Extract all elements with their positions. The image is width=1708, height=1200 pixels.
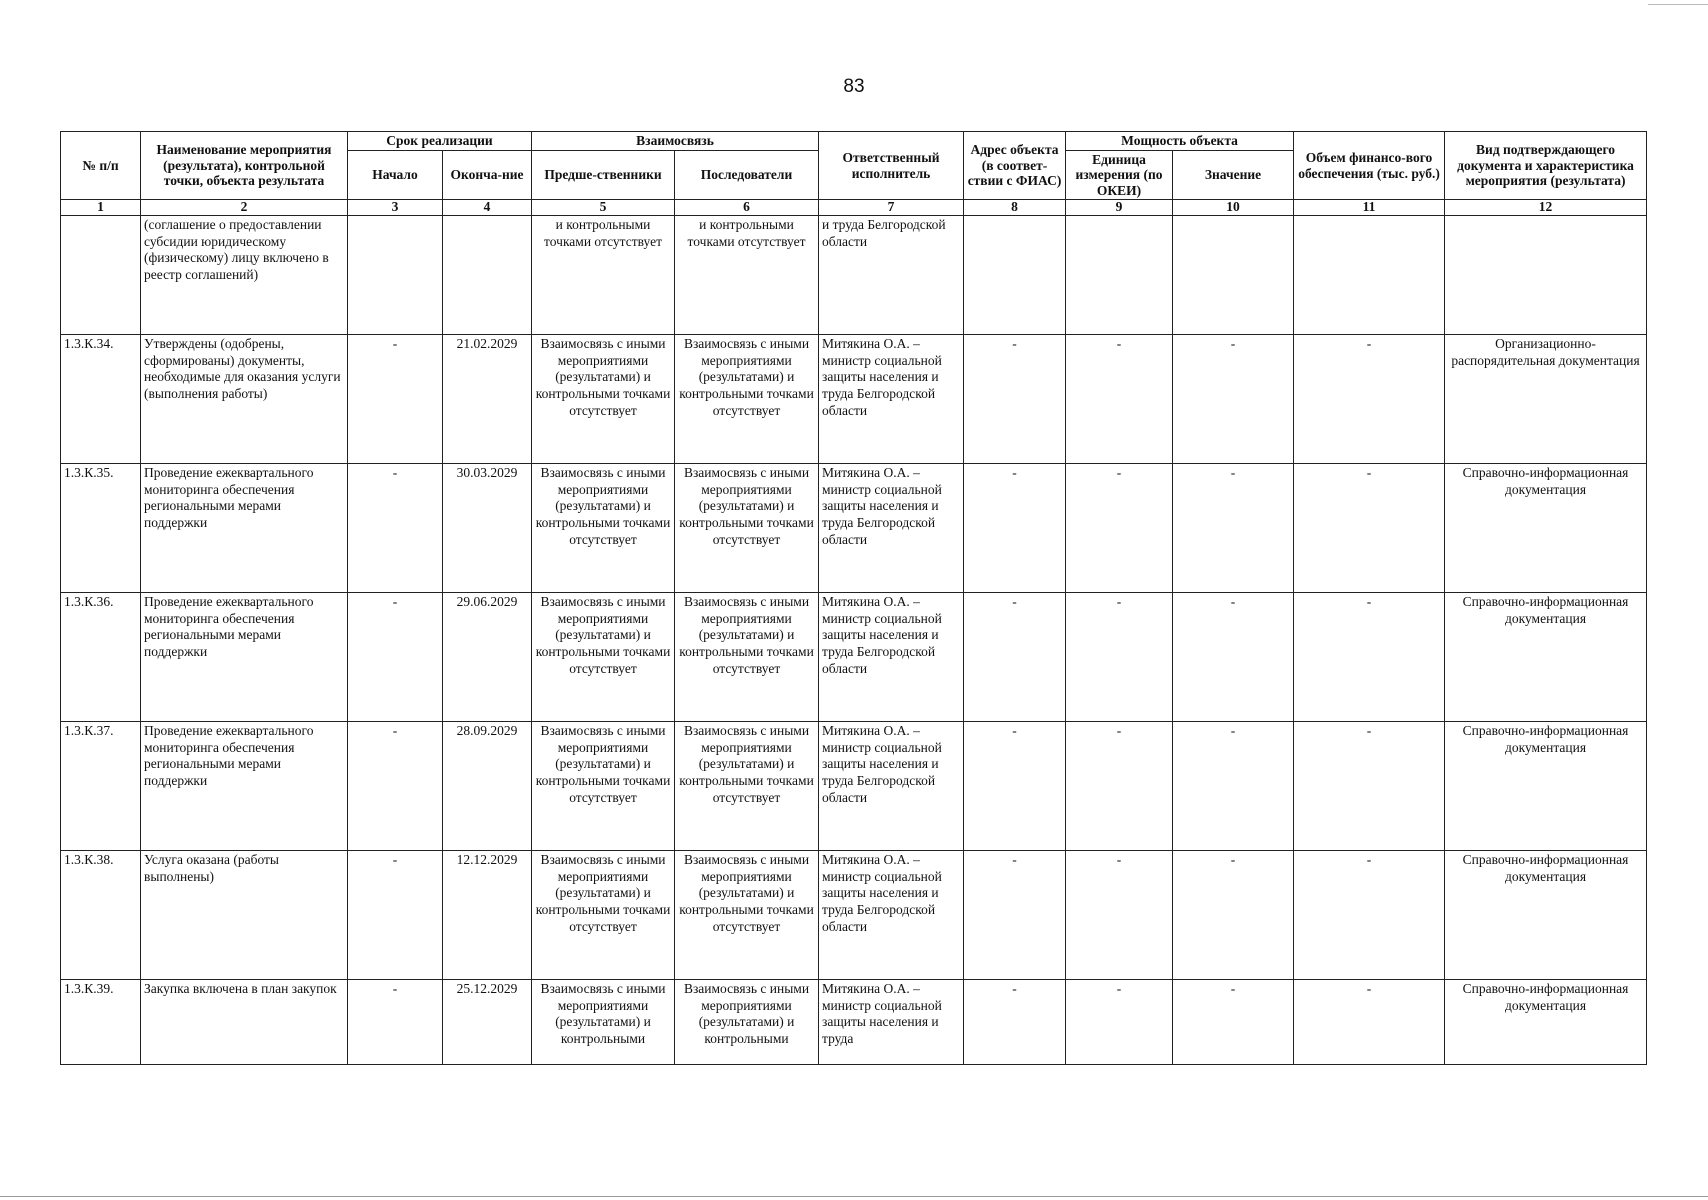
cell-end: 21.02.2029	[443, 334, 532, 463]
cell-document: Справочно-информационная документация	[1445, 463, 1647, 592]
header-document: Вид подтверждающего документа и характеристика мероприятия (результата)	[1445, 132, 1647, 200]
cell-end: 28.09.2029	[443, 721, 532, 850]
column-number: 8	[964, 200, 1066, 216]
column-number: 3	[348, 200, 443, 216]
cell-responsible: Митякина О.А. – министр социальной защиты населения и труда Белгородской области	[819, 463, 964, 592]
table-row	[61, 721, 1647, 850]
cell-predecessors: Взаимосвязь с иными мероприятиями (результатами) и контрольными точками отсутствует	[532, 334, 675, 463]
cell-unit	[1066, 215, 1173, 334]
table-row	[61, 463, 1647, 592]
cell-financing: -	[1294, 463, 1445, 592]
cell-predecessors: Взаимосвязь с иными мероприятиями (результатами) и контрольными точками отсутствует	[532, 592, 675, 721]
cell-document: Справочно-информационная документация	[1445, 592, 1647, 721]
cell-financing: -	[1294, 334, 1445, 463]
table-row	[61, 215, 1647, 334]
cell-end	[443, 215, 532, 334]
cell-number: 1.3.К.35.	[61, 463, 141, 592]
cell-successors: Взаимосвязь с иными мероприятиями (результатами) и контрольными точками отсутствует	[675, 721, 819, 850]
cell-financing: -	[1294, 721, 1445, 850]
column-number: 4	[443, 200, 532, 216]
cell-name: Проведение ежеквартального мониторинга обеспечения региональными мерами поддержки	[141, 592, 348, 721]
header-power-group: Мощность объекта	[1066, 132, 1294, 151]
cell-unit: -	[1066, 721, 1173, 850]
cell-financing	[1294, 215, 1445, 334]
cell-address	[964, 215, 1066, 334]
column-number: 1	[61, 200, 141, 216]
header-value: Значение	[1173, 150, 1294, 200]
header-name: Наименование мероприятия (результата), контрольной точки, объекта результата	[141, 132, 348, 200]
column-number: 2	[141, 200, 348, 216]
cell-address: -	[964, 721, 1066, 850]
header-end: Оконча-ние	[443, 150, 532, 200]
cell-successors: Взаимосвязь с иными мероприятиями (результатами) и контрольными точками отсутствует	[675, 463, 819, 592]
cell-unit: -	[1066, 463, 1173, 592]
cell-start: -	[348, 334, 443, 463]
cell-document: Справочно-информационная документация	[1445, 979, 1647, 1064]
cell-financing: -	[1294, 850, 1445, 979]
cell-responsible: Митякина О.А. – министр социальной защиты населения и труда	[819, 979, 964, 1064]
column-number: 5	[532, 200, 675, 216]
header-successors: Последователи	[675, 150, 819, 200]
cell-end: 29.06.2029	[443, 592, 532, 721]
cell-unit: -	[1066, 334, 1173, 463]
header-financing: Объем финансо-вого обеспечения (тыс. руб.)	[1294, 132, 1445, 200]
cell-start: -	[348, 592, 443, 721]
cell-successors: Взаимосвязь с иными мероприятиями (результатами) и контрольными точками отсутствует	[675, 334, 819, 463]
cell-end: 12.12.2029	[443, 850, 532, 979]
cell-address: -	[964, 592, 1066, 721]
cell-start: -	[348, 721, 443, 850]
cell-name: Проведение ежеквартального мониторинга обеспечения региональными мерами поддержки	[141, 721, 348, 850]
cell-value: -	[1173, 979, 1294, 1064]
cell-unit: -	[1066, 592, 1173, 721]
cell-predecessors: и контрольными точками отсутствует	[532, 215, 675, 334]
cell-unit: -	[1066, 979, 1173, 1064]
cell-unit: -	[1066, 850, 1173, 979]
cell-successors: Взаимосвязь с иными мероприятиями (результатами) и контрольными точками отсутствует	[675, 592, 819, 721]
header-predecessors: Предше-ственники	[532, 150, 675, 200]
cell-end: 30.03.2029	[443, 463, 532, 592]
column-number: 9	[1066, 200, 1173, 216]
cell-responsible: Митякина О.А. – министр социальной защиты населения и труда Белгородской области	[819, 592, 964, 721]
cell-successors: Взаимосвязь с иными мероприятиями (результатами) и контрольными	[675, 979, 819, 1064]
table-row	[61, 334, 1647, 463]
cell-start: -	[348, 850, 443, 979]
column-numbers-row	[61, 200, 1647, 216]
cell-predecessors: Взаимосвязь с иными мероприятиями (результатами) и контрольными точками отсутствует	[532, 721, 675, 850]
cell-number: 1.3.К.36.	[61, 592, 141, 721]
cell-predecessors: Взаимосвязь с иными мероприятиями (результатами) и контрольными точками отсутствует	[532, 463, 675, 592]
cell-number	[61, 215, 141, 334]
cell-name: Услуга оказана (работы выполнены)	[141, 850, 348, 979]
cell-document: Организационно-распорядительная документация	[1445, 334, 1647, 463]
column-number: 7	[819, 200, 964, 216]
header-unit: Единица измерения (по ОКЕИ)	[1066, 150, 1173, 200]
column-number: 12	[1445, 200, 1647, 216]
cell-value: -	[1173, 334, 1294, 463]
cell-start: -	[348, 979, 443, 1064]
cell-responsible: и труда Белгородской области	[819, 215, 964, 334]
cell-value: -	[1173, 721, 1294, 850]
table-row	[61, 850, 1647, 979]
cell-successors: Взаимосвязь с иными мероприятиями (результатами) и контрольными точками отсутствует	[675, 850, 819, 979]
cell-number: 1.3.К.39.	[61, 979, 141, 1064]
table-body	[61, 215, 1647, 1064]
cell-start: -	[348, 463, 443, 592]
cell-number: 1.3.К.38.	[61, 850, 141, 979]
cell-responsible: Митякина О.А. – министр социальной защиты населения и труда Белгородской области	[819, 721, 964, 850]
cell-predecessors: Взаимосвязь с иными мероприятиями (результатами) и контрольными точками отсутствует	[532, 850, 675, 979]
cell-address: -	[964, 979, 1066, 1064]
column-number: 11	[1294, 200, 1445, 216]
cell-address: -	[964, 463, 1066, 592]
header-no: № п/п	[61, 132, 141, 200]
header-responsible: Ответственный исполнитель	[819, 132, 964, 200]
cell-document: Справочно-информационная документация	[1445, 721, 1647, 850]
cell-name: Утверждены (одобрены, сформированы) документы, необходимые для оказания услуги (выполнения работы)	[141, 334, 348, 463]
cell-name: Закупка включена в план закупок	[141, 979, 348, 1064]
table-row	[61, 592, 1647, 721]
bottom-rule	[0, 1196, 1708, 1197]
page-number: 83	[843, 76, 865, 97]
cell-address: -	[964, 334, 1066, 463]
cell-predecessors: Взаимосвязь с иными мероприятиями (результатами) и контрольными	[532, 979, 675, 1064]
cell-financing: -	[1294, 979, 1445, 1064]
cell-value	[1173, 215, 1294, 334]
cell-number: 1.3.К.34.	[61, 334, 141, 463]
cell-document	[1445, 215, 1647, 334]
cell-start	[348, 215, 443, 334]
cell-document: Справочно-информационная документация	[1445, 850, 1647, 979]
cell-name: Проведение ежеквартального мониторинга обеспечения региональными мерами поддержки	[141, 463, 348, 592]
plan-table	[60, 131, 1647, 1065]
header-term-group: Срок реализации	[348, 132, 532, 151]
cell-address: -	[964, 850, 1066, 979]
edge-mark	[1648, 4, 1708, 5]
cell-number: 1.3.К.37.	[61, 721, 141, 850]
cell-name: (соглашение о предоставлении субсидии юридическому (физическому) лицу включено в реестр соглашений)	[141, 215, 348, 334]
cell-financing: -	[1294, 592, 1445, 721]
table-header	[61, 132, 1647, 216]
column-number: 6	[675, 200, 819, 216]
cell-responsible: Митякина О.А. – министр социальной защиты населения и труда Белгородской области	[819, 850, 964, 979]
cell-responsible: Митякина О.А. – министр социальной защиты населения и труда Белгородской области	[819, 334, 964, 463]
cell-value: -	[1173, 592, 1294, 721]
table-row	[61, 979, 1647, 1064]
cell-value: -	[1173, 463, 1294, 592]
header-address: Адрес объекта (в соответ-ствии с ФИАС)	[964, 132, 1066, 200]
column-number: 10	[1173, 200, 1294, 216]
cell-end: 25.12.2029	[443, 979, 532, 1064]
cell-successors: и контрольными точками отсутствует	[675, 215, 819, 334]
header-link-group: Взаимосвязь	[532, 132, 819, 151]
header-start: Начало	[348, 150, 443, 200]
cell-value: -	[1173, 850, 1294, 979]
